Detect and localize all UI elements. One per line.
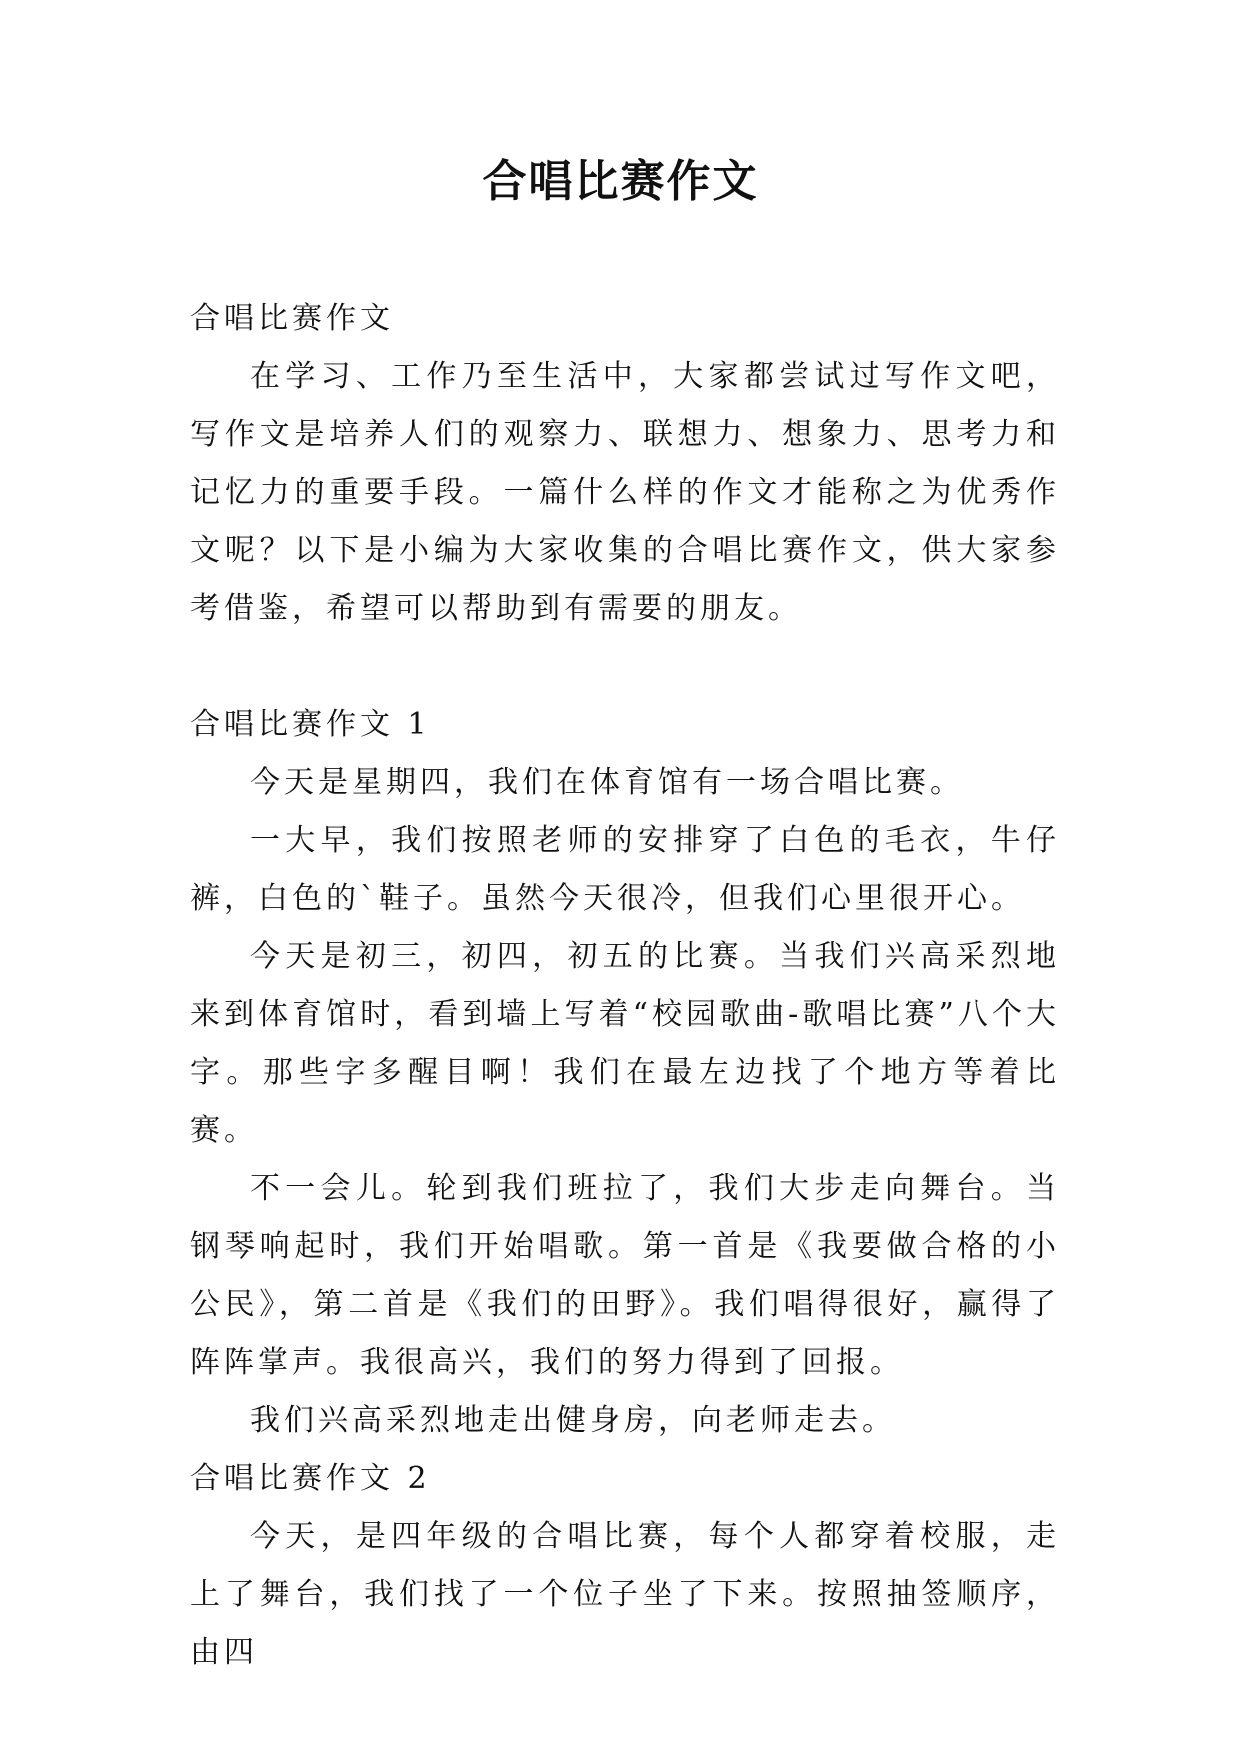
body-paragraph: 我们兴高采烈地走出健身房，向老师走去。 xyxy=(250,1403,896,1438)
body-paragraph: 今天，是四年级的合唱比赛，每个人都穿着校服，走上了舞台，我们找了一个位子坐了下来。按照抽签顺序，由四 xyxy=(190,1519,1060,1670)
intro-paragraph: 在学习、工作乃至生活中，大家都尝试过写作文吧，写作文是培养人们的观察力、联想力、想象力、思考力和记忆力的重要手段。一篇什么样的作文才能称之为优秀作文呢？以下是小编为大家收集的合唱比赛作文，供大家参考借鉴，希望可以帮助到有需要的朋友。 xyxy=(190,359,1060,626)
body-paragraph: 一大早，我们按照老师的安排穿了白色的毛衣，牛仔裤，白色的`鞋子。虽然今天很冷，但我们心里很开心。 xyxy=(190,823,1060,916)
section-heading: 合唱比赛作文 2 xyxy=(190,1461,431,1496)
document-title: 合唱比赛作文 xyxy=(482,156,759,207)
document-subtitle: 合唱比赛作文 xyxy=(190,301,394,336)
document-body xyxy=(190,290,1060,1682)
body-paragraph: 今天是初三，初四，初五的比赛。当我们兴高采烈地来到体育馆时，看到墙上写着“校园歌曲-歌唱比赛”八个大字。那些字多醒目啊！我们在最左边找了个地方等着比赛。 xyxy=(190,939,1060,1148)
body-paragraph: 今天是星期四，我们在体育馆有一场合唱比赛。 xyxy=(250,765,964,800)
section-spacer xyxy=(190,638,1060,696)
section-heading: 合唱比赛作文 1 xyxy=(190,707,431,742)
body-paragraph: 不一会儿。轮到我们班拉了，我们大步走向舞台。当钢琴响起时，我们开始唱歌。第一首是《我要做合格的小公民》，第二首是《我们的田野》。我们唱得很好，赢得了阵阵掌声。我很高兴，我们的努力得到了回报。 xyxy=(190,1171,1060,1380)
